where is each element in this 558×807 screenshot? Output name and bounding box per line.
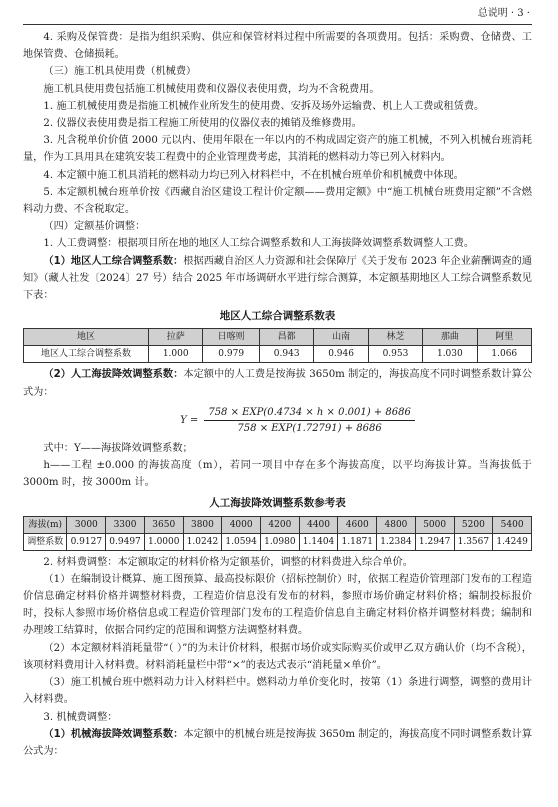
table-cell: 0.946 (314, 346, 368, 363)
table-header-cell: 4000 (222, 516, 261, 533)
formula-fraction (204, 405, 415, 436)
table-header-cell: 3800 (183, 516, 222, 533)
table-cell: 0.9127 (67, 533, 106, 550)
paragraph: 1. 施工机械使用费是指施工机械作业所发生的使用费、安拆及场外运输费、机上人工费或租赁费。 (43, 100, 485, 112)
formula-numerator: 758 × EXP(0.4734 × h × 0.001) + 8686 (204, 405, 415, 421)
table-cell: 1.2384 (377, 533, 416, 550)
section-heading: （四）定额基价调整： (43, 221, 146, 233)
table-header-cell: 那曲 (423, 329, 477, 346)
table-cell: 1.030 (423, 346, 477, 363)
table-cell: 1.1404 (299, 533, 338, 550)
table-cell: 1.0000 (144, 533, 183, 550)
paragraph: 5. 本定额机械台班单价按《西藏自治区建设工程计价定额——费用定额》中“施工机械台班费用定额”不含燃料动力费、不含税取定。 (23, 186, 532, 216)
header-text: 总说明 · 3 · (477, 8, 530, 19)
table-cell: 1.000 (149, 346, 203, 363)
table-title: 人工海拔降效调整系数参考表 (209, 497, 346, 510)
table-cell: 1.0242 (183, 533, 222, 550)
table-header-cell: 3300 (106, 516, 145, 533)
paragraph: 2. 材料费调整：本定额取定的材料价格为定额基价，调整的材料费进入综合单价。 (43, 556, 413, 568)
paragraph-text: 根据西藏自治区人力资源和社会保障厅《关于发布 2023 年企业薪酬调查的通知》（藏人社发〔2024〕27 号）结合 2025 年市场调研水平进行综合测算，本定额基期地区人工综合调整系数见下表： (23, 255, 532, 302)
table-header-cell: 4800 (377, 516, 416, 533)
table-header-cell: 5400 (493, 516, 532, 533)
paragraph-lead: （1）地区人工综合调整系数： (43, 255, 184, 267)
formula-denominator: 758 × EXP(1.72791) + 8686 (237, 422, 382, 434)
table-header-cell: 拉萨 (149, 329, 203, 346)
table-cell: 1.066 (477, 346, 531, 363)
table-cell: 0.953 (368, 346, 422, 363)
formula-definition: h——工程 ±0.000 的海拔高度（m），若同一项目中存在多个海拔高度，以平均海拔计算。当海拔低于 3000m 时，按 3000m 计。 (23, 460, 532, 489)
table-row (24, 346, 532, 363)
table-cell: 调整系数 (24, 533, 67, 550)
table-cell: 1.3567 (454, 533, 493, 550)
table-header-cell: 地区 (24, 329, 149, 346)
paragraph: 1. 人工费调整：根据项目所在地的地区人工综合调整系数和人工海拔降效调整系数调整人工费。 (43, 238, 475, 250)
paragraph (23, 253, 532, 305)
formula-lhs: Y = (180, 414, 199, 426)
page-header (23, 0, 532, 25)
paragraph: 2. 仪器仪表使用费是指工程施工所使用的仪器仪表的摊销及维修费用。 (43, 118, 362, 130)
paragraph: 4. 采购及保管费：是指为组织采购、供应和保管材料过程中所需要的各项费用。包括：采购费、仓储费、工地保管费、仓储损耗。 (23, 32, 532, 61)
section-heading: 3. 机械费调整： (43, 711, 118, 723)
table-header-cell: 山南 (314, 329, 368, 346)
paragraph (23, 366, 532, 400)
paragraph: 施工机具使用费包括施工机械使用费和仪器仪表使用费，均为不含税费用。 (43, 83, 380, 95)
table-cell: 1.1871 (338, 533, 377, 550)
table-cell: 0.943 (259, 346, 313, 363)
table-header-cell: 海拔(m) (24, 516, 67, 533)
table-header-cell: 5000 (415, 516, 454, 533)
table-header-cell: 5200 (454, 516, 493, 533)
table-header-cell: 林芝 (368, 329, 422, 346)
paragraph: （3）施工机械台班中燃料动力计入材料栏中。燃料动力单价变化时，按第（1）条进行调整，调整的费用计入材料费。 (23, 677, 532, 706)
table-cell: 0.9497 (106, 533, 145, 550)
table-header-cell: 4400 (299, 516, 338, 533)
paragraph-text: 本定额中的人工费是按海拔 3650m 制定的，海拔高度不同时调整系数计算公式为： (23, 369, 533, 398)
altitude-formula (63, 405, 532, 436)
table-cell: 1.0594 (222, 533, 261, 550)
table-row (24, 533, 532, 550)
formula-definition: 式中：Y——海拔降效调整系数； (43, 442, 193, 454)
table-cell: 地区人工综合调整系数 (24, 346, 149, 363)
paragraph-text: 本定额中的机械台班是按海拔 3650m 制定的，海拔高度不同时调整系数计算公式为： (23, 728, 533, 757)
paragraph: 4. 本定额中施工机具消耗的燃料动力均已列入材料栏中，不在机械台班单价和机械费中体现。 (43, 169, 464, 181)
table-cell: 0.979 (203, 346, 260, 363)
paragraph-lead: （1）机械海拔降效调整系数： (43, 728, 184, 740)
paragraph (23, 726, 532, 760)
table-header-cell: 4600 (338, 516, 377, 533)
paragraph: （2）本定额材料消耗量带“（ ）”的为未计价材料，根据市场价或实际购买价或甲乙双方确认价（均不含税），该项材料费用计入材料费。材料消耗量栏中带“×”的表达式表示“消耗量×单价”。 (23, 642, 532, 671)
table-header-row (24, 516, 532, 533)
table-title: 地区人工综合调整系数表 (219, 310, 336, 323)
table-cell: 1.2947 (415, 533, 454, 550)
table-header-cell: 3000 (67, 516, 106, 533)
section-heading: （三）施工机具使用费（机械费） (43, 66, 197, 78)
altitude-coefficient-table (23, 516, 532, 551)
table-header-cell: 4200 (261, 516, 300, 533)
table-header-cell: 3650 (144, 516, 183, 533)
table-header-row (24, 329, 532, 346)
table-cell: 1.0980 (261, 533, 300, 550)
regional-labor-coefficient-table (23, 328, 532, 363)
table-header-cell: 日喀则 (203, 329, 260, 346)
paragraph: 3. 凡含税单价价值 2000 元以内、使用年限在一年以内的不构成固定资产的施工机械，不列入机械台班消耗量，作为工具用具在建筑安装工程费中的企业管理费考虑，其消耗的燃料动力等已列入材料内。 (23, 135, 532, 164)
table-cell: 1.4249 (493, 533, 532, 550)
paragraph: （1）在编制设计概算、施工图预算、最高投标限价（招标控制价）时，依据工程造价管理部门发布的工程造价信息确定材料价格并调整材料费，工程造价信息没有发布的材料，参照市场价确定材料价格；编制投标报价时，投标人参照市场价格信息或工程造价管理部门发布的工程造价信息自主确定材料价格并调整材料费；编制和办理竣工结算时，依据合同约定的范围和调整方法调整材料费。 (23, 573, 532, 637)
table-header-cell: 阿里 (477, 329, 531, 346)
paragraph-lead: （2）人工海拔降效调整系数： (43, 369, 184, 381)
table-header-cell: 昌都 (259, 329, 313, 346)
